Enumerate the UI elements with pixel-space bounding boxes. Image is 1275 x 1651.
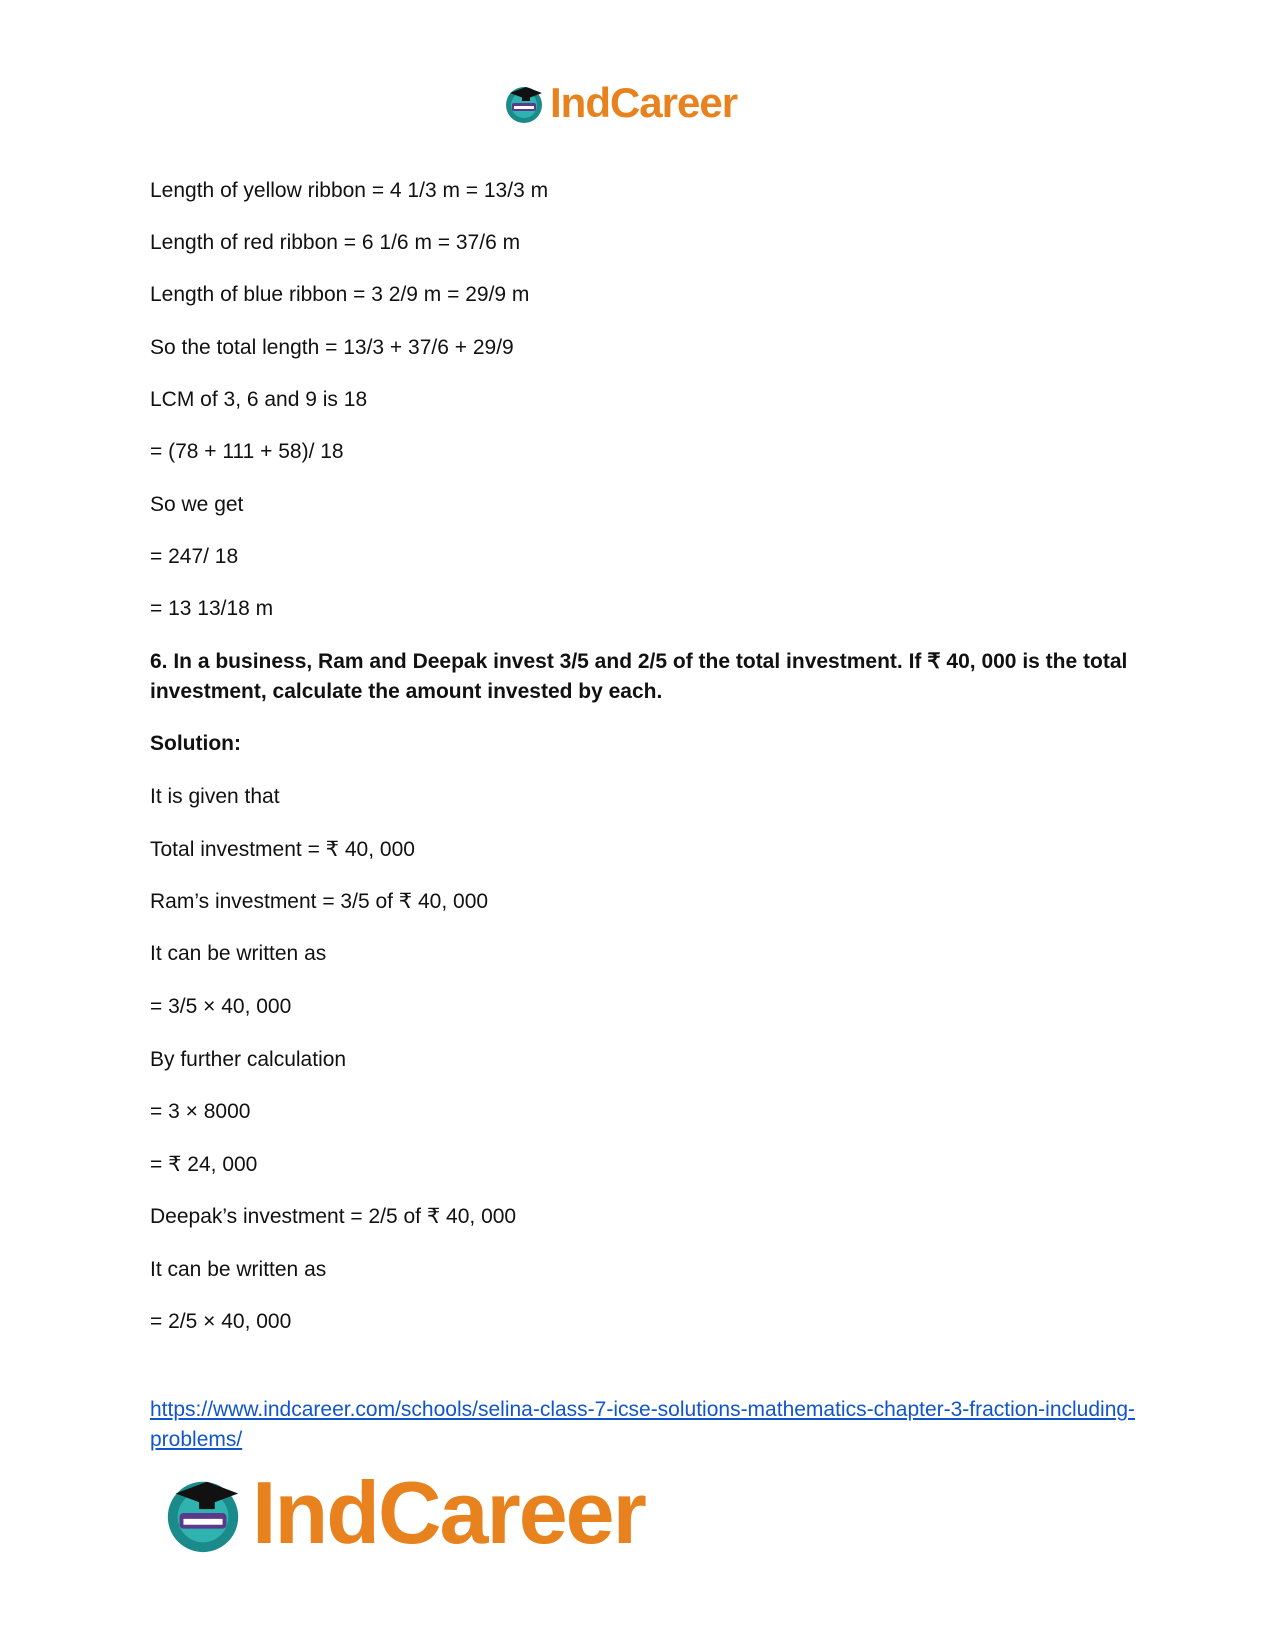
solution-line: = ₹ 24, 000 (150, 1153, 258, 1176)
text-line: Length of red ribbon = 6 1/6 m = 37/6 m (150, 231, 521, 254)
solution-line: By further calculation (150, 1048, 347, 1071)
text-line: = 247/ 18 (150, 545, 239, 568)
graduation-cap-icon (160, 1470, 246, 1556)
text-line: = (78 + 111 + 58)/ 18 (150, 440, 344, 463)
text-line: LCM of 3, 6 and 9 is 18 (150, 388, 368, 411)
text-line: Length of yellow ribbon = 4 1/3 m = 13/3 m (150, 179, 549, 202)
source-link[interactable]: https://www.indcareer.com/schools/selina-class-7-icse-solutions-mathematics-chapter-3-fraction-including-problems/ (150, 1398, 1136, 1451)
solution-line: = 2/5 × 40, 000 (150, 1310, 292, 1333)
solution-line: It can be written as (150, 1258, 327, 1281)
footer-logo-text: IndCareer (252, 1463, 645, 1562)
solution-line: Deepak’s investment = 2/5 of ₹ 40, 000 (150, 1205, 517, 1228)
solution-line: It can be written as (150, 942, 327, 965)
solution-line: Total investment = ₹ 40, 000 (150, 838, 415, 861)
text-line: Length of blue ribbon = 3 2/9 m = 29/9 m (150, 283, 530, 306)
solution-line: It is given that (150, 785, 280, 808)
solution-label: Solution: (150, 732, 241, 755)
graduation-cap-icon (502, 81, 546, 125)
header-logo (502, 80, 737, 126)
question-text: 6. In a business, Ram and Deepak invest 3/5 and 2/5 of the total investment. If ₹ 40, 000 is the total investment, calculate the amount invested by each. (150, 650, 1128, 703)
text-line: = 13 13/18 m (150, 597, 274, 620)
footer-logo (160, 1463, 645, 1562)
solution-line: = 3 × 8000 (150, 1100, 251, 1123)
text-line: So the total length = 13/3 + 37/6 + 29/9 (150, 336, 514, 359)
solution-line: = 3/5 × 40, 000 (150, 995, 292, 1018)
text-line: So we get (150, 493, 244, 516)
solution-line: Ram’s investment = 3/5 of ₹ 40, 000 (150, 890, 489, 913)
header-logo-text: IndCareer (550, 79, 738, 126)
